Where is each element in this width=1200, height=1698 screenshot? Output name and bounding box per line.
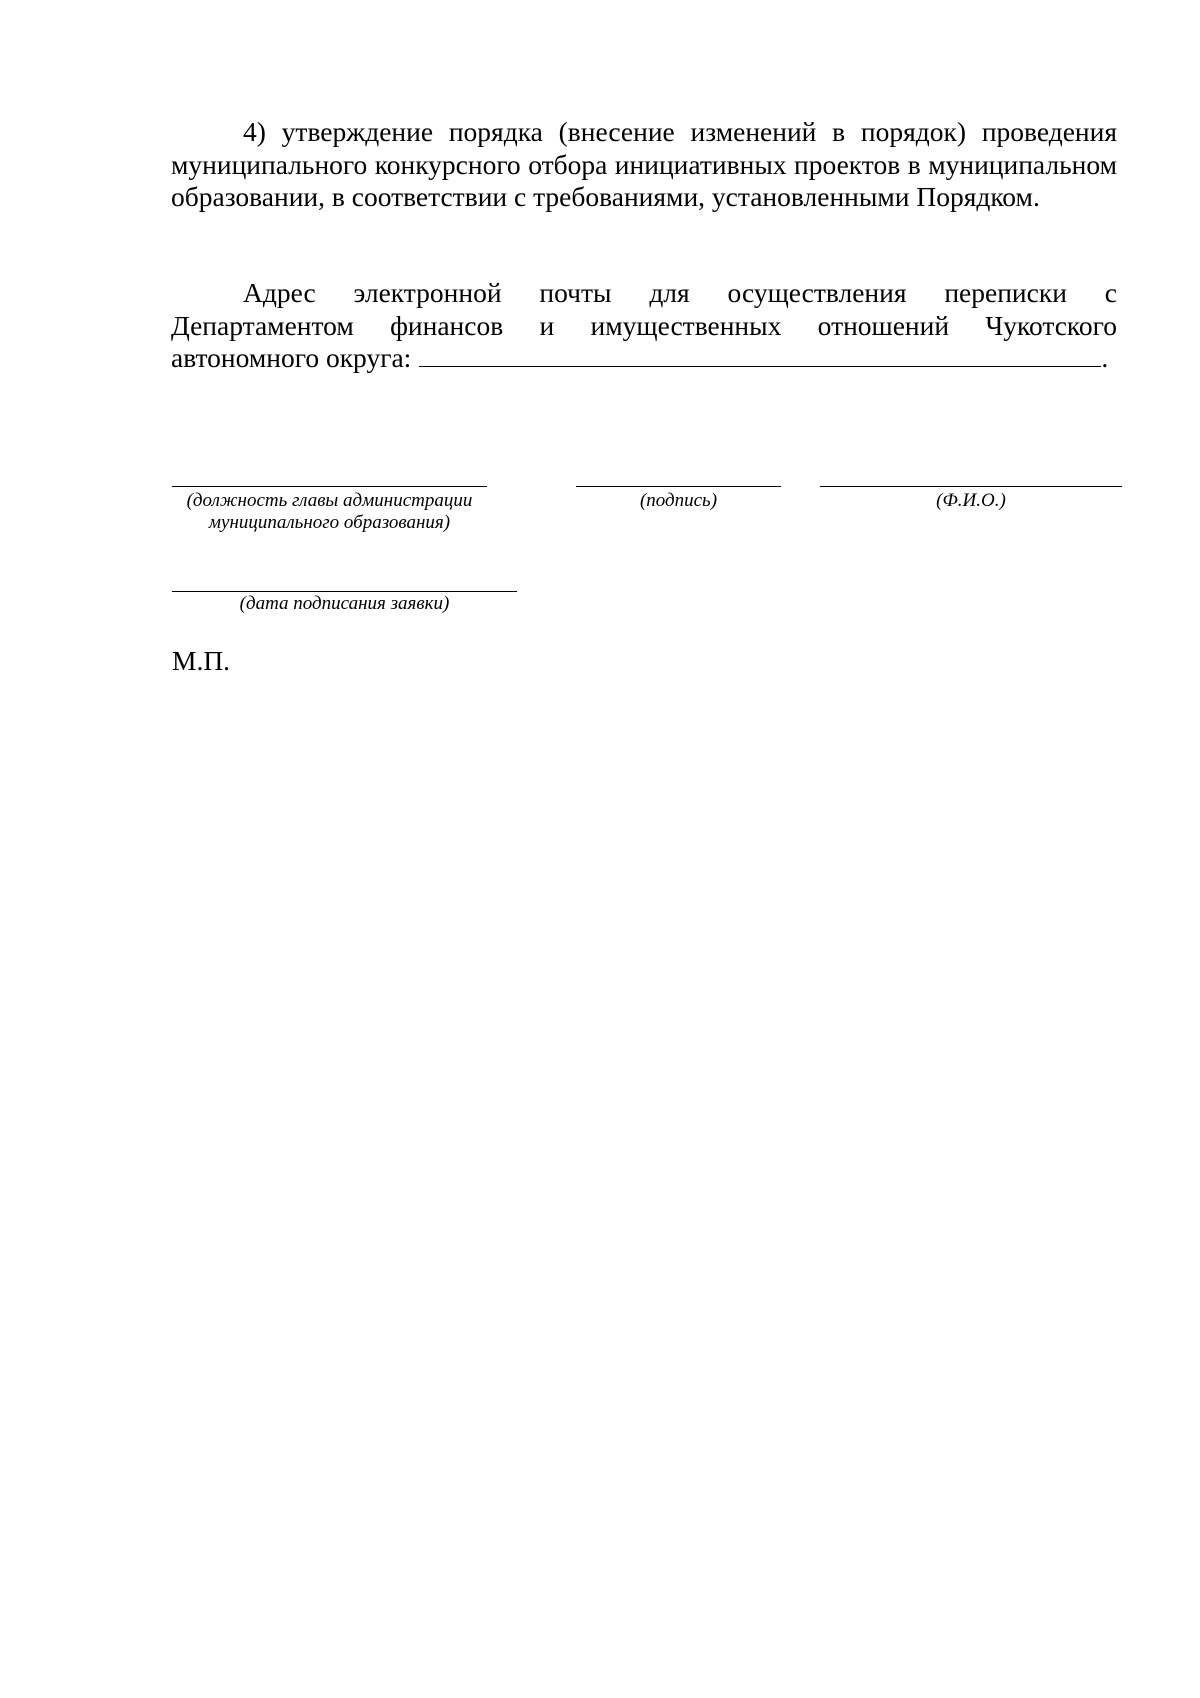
stamp-label: М.П. xyxy=(172,645,231,676)
position-fill-line xyxy=(172,486,487,487)
email-end-period: . xyxy=(1101,342,1109,373)
date-caption: (дата подписания заявки) xyxy=(239,593,450,614)
signature-caption: (подпись) xyxy=(639,490,718,511)
date-fill-line xyxy=(172,591,517,592)
email-prompt-text: Адрес электронной почты для осуществления переписки с Департаментом финансов и имущественных отношений Чукотского автономного округа: xyxy=(171,277,1117,373)
paragraph-email xyxy=(171,277,1117,375)
signature-fill-line xyxy=(576,486,781,487)
fio-caption: (Ф.И.О.) xyxy=(936,490,1006,511)
position-caption: (должность главы администрации муниципального образования) xyxy=(186,490,473,533)
paragraph-item-4: 4) утверждение порядка (внесение изменений в порядок) проведения муниципального конкурсного отбора инициативных проектов в муниципальном образовании, в соответствии с требованиями, установленными Порядком. xyxy=(171,116,1117,212)
email-fill-line xyxy=(419,342,1101,367)
fio-fill-line xyxy=(820,486,1122,487)
